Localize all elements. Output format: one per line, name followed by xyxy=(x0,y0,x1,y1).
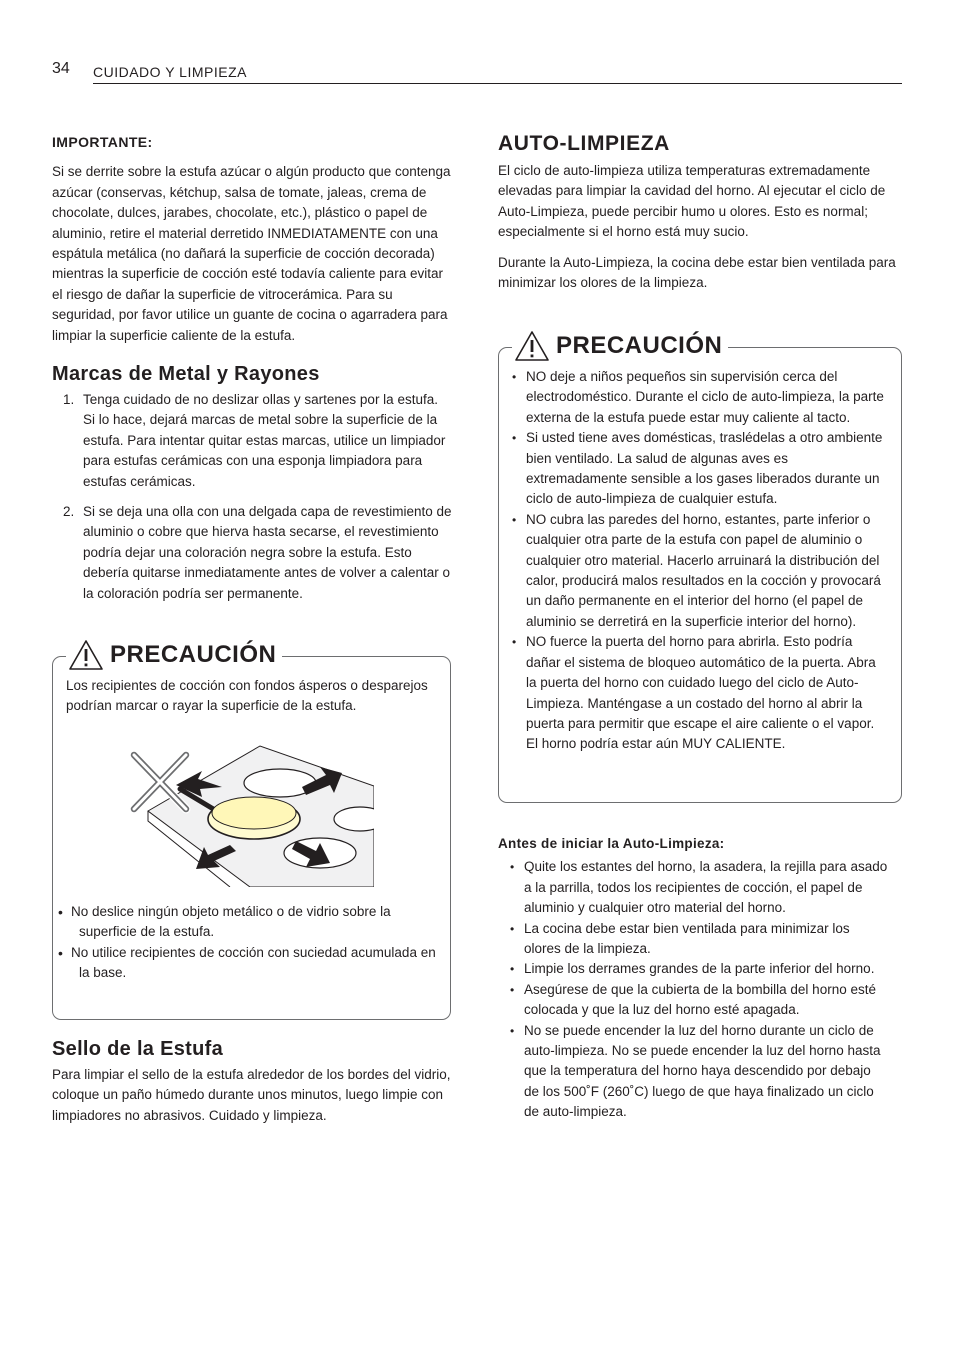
sello-heading: Sello de la Estufa xyxy=(52,1038,224,1060)
section-title: CUIDADO Y LIMPIEZA xyxy=(93,64,247,80)
item-number: 1. xyxy=(63,392,75,407)
list-item: • La cocina debe estar bien ventilada para minimizar los olores de la limpieza. xyxy=(498,919,888,960)
item-number: 2. xyxy=(63,504,75,520)
antes-heading: Antes de iniciar la Auto-Limpieza: xyxy=(498,836,725,851)
antes-section xyxy=(498,834,888,1123)
marcas-section xyxy=(52,363,452,604)
caution-intro-left xyxy=(66,676,436,717)
caution-title-text: PRECAUCIÓN xyxy=(556,332,723,359)
list-item: • Limpie los derrames grandes de la parte inferior del horno. xyxy=(498,959,888,979)
list-item: • NO cubra las paredes del horno, estantes, parte inferior o cualquier otra parte de la estufa con papel de aluminio o cualquier otro material. Hacerlo arruinará la distribución del calor, producirá malos resultados en la cocción y provocará un daño permanente en el interior del horno (el papel de aluminio se derretirá en la superficie interior del horno). xyxy=(500,510,888,632)
auto-heading: AUTO-LIMPIEZA xyxy=(498,132,670,155)
warning-icon xyxy=(68,639,104,671)
left-column xyxy=(52,132,452,346)
marcas-heading: Marcas de Metal y Rayones xyxy=(52,363,320,385)
auto-paragraph-2: Durante la Auto-Limpieza, la cocina debe estar bien ventilada para minimizar los olores de la limpieza. xyxy=(498,254,896,291)
list-item: • NO fuerce la puerta del horno para abrirla. Esto podría dañar el sistema de bloqueo automático de la puerta. Abra la puerta del horno con cuidado luego del ciclo de Auto-Limpieza. Manténgase a un costado del horno al abrir la puerta para permitir que escape el aire caliente o el vapor. El horno podría estar aún MUY CALIENTE. xyxy=(500,632,888,754)
header-rule xyxy=(93,83,902,84)
right-column xyxy=(498,132,902,293)
caution-title-left xyxy=(66,639,282,671)
page-number: 34 xyxy=(52,60,70,77)
sello-text: Para limpiar el sello de la estufa alrededor de los bordes del vidrio, coloque un paño húmedo durante unos minutos, luego limpie con limpiadores no abrasivos. Cuidado y limpieza. xyxy=(52,1067,451,1123)
warning-icon xyxy=(514,330,550,362)
cooktop-pan-illustration xyxy=(130,741,374,887)
item-text: Tenga cuidado de no deslizar ollas y sartenes por la estufa. Si lo hace, dejará marcas de metal sobre la superficie de la estufa. Para intentar quitar estas marcas, utilice un limpiador para estufas cerámicas con una esponja limpiadora para estufas cerámicas. xyxy=(83,392,446,489)
list-item xyxy=(52,502,452,604)
list-item: • Asegúrese de que la cubierta de la bombilla del horno esté colocada y que la luz del horno esté apagada. xyxy=(498,980,888,1021)
caution-bullets-left xyxy=(52,902,436,984)
caution-intro-text: Los recipientes de cocción con fondos ásperos o desparejos podrían marcar o rayar la superficie de la estufa. xyxy=(66,678,428,714)
item-text: Si se deja una olla con una delgada capa de revestimiento de aluminio o cobre que hierva hasta secarse, el revestimiento podría dejar una coloración negra sobre la estufa. Esto debería quitarse inmediatamente antes de volver a calentar o la coloración podría ser permanente. xyxy=(83,504,452,601)
importante-heading: IMPORTANTE: xyxy=(52,134,153,150)
caution-title-right xyxy=(512,330,728,362)
importante-text: Si se derrite sobre la estufa azúcar o algún producto que contenga azúcar (conservas, kétchup, salsa de tomate, jaleas, crema de chocolate, dulces, jarabes, chocolate, etc.), plástico o papel de aluminio, retire el material derretido INMEDIATAMENTE con una espátula metálica (no dañará la superficie de cocción decorada) mientras la superficie de cocción esté todavía caliente para evitar el riesgo de dañar la superficie de vitrocerámica. Para su seguridad, por favor utilice un guante de cocina o agarradera para limpiar la superficie caliente de la estufa. xyxy=(52,164,451,343)
marcas-list xyxy=(52,390,452,604)
caution-list-right xyxy=(500,367,888,755)
sello-section xyxy=(52,1038,452,1126)
antes-list xyxy=(498,857,888,1122)
list-item: • Quite los estantes del horno, la asadera, la rejilla para asado a la parrilla, todos los recipientes de cocción, el papel de aluminio y cualquier otro material del horno. xyxy=(498,857,888,918)
caution-list-left xyxy=(52,902,436,984)
list-item: • No se puede encender la luz del horno durante un ciclo de auto-limpieza. No se puede encender la luz del horno hasta que la temperatura del horno haya descendido por debajo de los 500˚F (260˚C) luego de que haya finalizado un ciclo de auto-limpieza. xyxy=(498,1021,888,1123)
list-item: • Si usted tiene aves domésticas, traslédelas a otro ambiente bien ventilado. La salud de algunas aves es extremadamente sensible a los gases liberados durante un ciclo de auto-limpieza de cualquier estufa. xyxy=(500,428,888,510)
list-item xyxy=(52,390,452,492)
list-item: • No deslice ningún objeto metálico o de vidrio sobre la superficie de la estufa. xyxy=(52,902,436,943)
list-item: • No utilice recipientes de cocción con suciedad acumulada en la base. xyxy=(52,943,436,984)
auto-paragraph-1: El ciclo de auto-limpieza utiliza temperaturas extremadamente elevadas para limpiar la cavidad del horno. Al ejecutar el ciclo de Auto-Limpieza, puede percibir humo u olores. Esto es normal; especialmente si el horno está muy sucio. xyxy=(498,163,886,240)
caution-bullets-right xyxy=(500,367,888,755)
list-item: • NO deje a niños pequeños sin supervisión cerca del electrodoméstico. Durante el ciclo de auto-limpieza, la parte externa de la estufa puede estar muy caliente al tacto. xyxy=(500,367,888,428)
caution-title-text: PRECAUCIÓN xyxy=(110,641,277,668)
